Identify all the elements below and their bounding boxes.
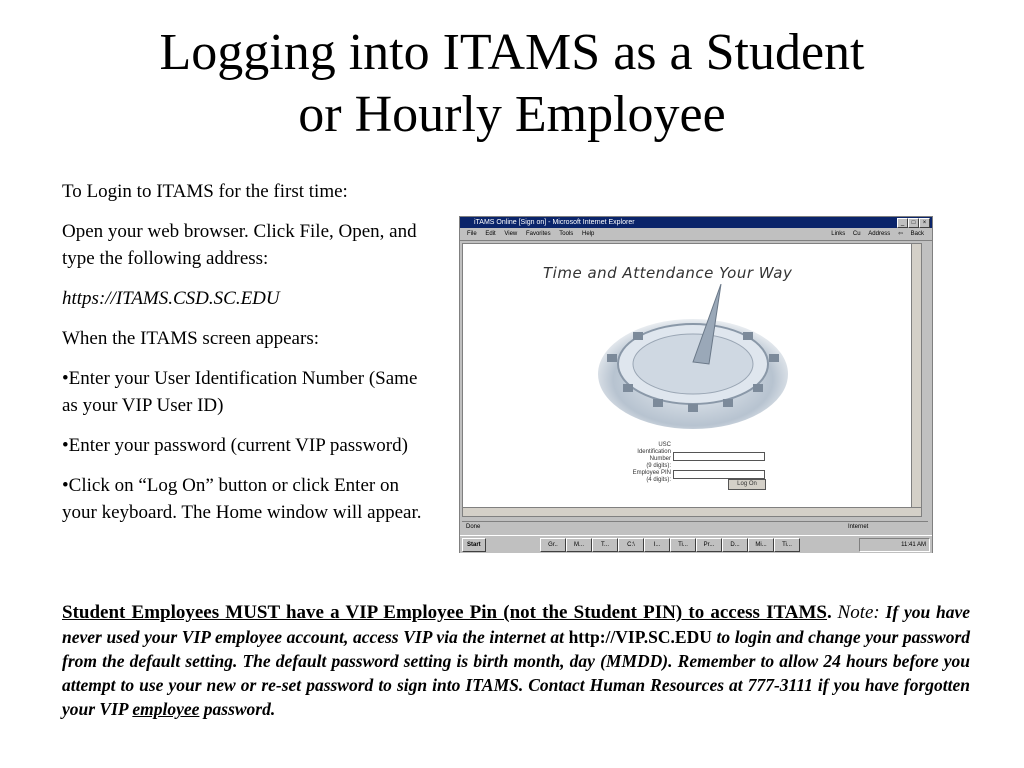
taskbar-item[interactable]: D... <box>722 538 748 552</box>
title-line-2: or Hourly Employee <box>298 86 726 143</box>
usc-label: USC <box>658 442 671 448</box>
sundial-gear-image <box>593 284 793 434</box>
taskbar-item[interactable]: Pr... <box>696 538 722 552</box>
status-zone: Internet <box>848 524 869 530</box>
horizontal-scrollbar[interactable] <box>463 507 921 516</box>
status-bar <box>462 521 928 533</box>
instruction-intro: To Login to ITAMS for the first time: <box>62 181 348 202</box>
note-label: Note: <box>837 602 880 623</box>
instructions <box>62 178 432 539</box>
menu-help: Help <box>581 231 595 237</box>
menu-view: View <box>504 231 518 237</box>
employee-pin-input[interactable] <box>673 470 765 479</box>
page-title <box>0 22 1024 146</box>
note-text-1: If you have never used your VIP employee account, access VIP via the internet at <box>62 602 971 647</box>
menu-favorites: Favorites <box>525 231 551 237</box>
bullet-user-id: •Enter your User Identification Number (Same as your VIP User ID) <box>62 368 418 416</box>
pin-warning-period: . <box>827 602 832 623</box>
itams-tagline: Time and Attendance Your Way <box>543 264 793 282</box>
menu-bar <box>460 228 932 241</box>
menu-file: File <box>467 231 477 237</box>
note-end: password. <box>199 699 276 719</box>
window-title: iTAMS Online [Sign on] - Microsoft Internet Explorer <box>474 219 635 226</box>
taskbar-clock: 11:41 AM <box>859 538 930 552</box>
itams-url: https://ITAMS.CSD.SC.EDU <box>62 288 280 309</box>
bullet-log-on: •Click on “Log On” button or click Enter on your keyboard. The Home window will appear. <box>62 475 422 523</box>
close-icon: × <box>919 218 930 228</box>
window-title-bar <box>460 217 932 228</box>
taskbar-item[interactable]: Ti... <box>670 538 696 552</box>
identification-number-input[interactable] <box>673 452 765 461</box>
links-label: Links <box>831 231 846 237</box>
pin-label-2: (4 digits): <box>646 477 671 483</box>
taskbar-item[interactable]: M... <box>566 538 592 552</box>
address-label: Address <box>868 231 891 237</box>
vip-url: http://VIP.SC.EDU <box>568 627 712 647</box>
taskbar-item[interactable]: Mi... <box>748 538 774 552</box>
cu-link: Cu <box>852 231 861 237</box>
back-button: ⇦ Back <box>897 231 924 237</box>
minimize-icon: _ <box>897 218 908 228</box>
menu-tools: Tools <box>559 231 574 237</box>
instruction-screen-appears: When the ITAMS screen appears: <box>62 328 319 349</box>
title-line-1: Logging into ITAMS as a Student <box>159 24 865 81</box>
page-viewport <box>462 243 922 517</box>
log-on-button[interactable]: Log On <box>728 479 766 490</box>
taskbar-item[interactable]: Gr.. <box>540 538 566 552</box>
taskbar-item[interactable]: Ti... <box>774 538 800 552</box>
start-button[interactable]: Start <box>462 538 486 552</box>
taskbar-item[interactable]: I... <box>644 538 670 552</box>
employee-word: employee <box>132 699 200 719</box>
menu-edit: Edit <box>485 231 496 237</box>
id-label-1: Identification <box>637 449 671 455</box>
windows-taskbar <box>460 535 932 553</box>
id-label-3: (9 digits): <box>646 463 671 469</box>
taskbar-item[interactable]: C:\ <box>618 538 644 552</box>
note-text-2: to login and change your password from the default setting. The default password setting is birth month, day (MMDD). Remember to allow 24 hours before you attempt to use your new or re-set password to sign into ITAMS. Contact Human Resources at 777-3111 if you have forgotten your VIP <box>62 627 971 719</box>
instruction-open-browser: Open your web browser. Click File, Open, and type the following address: <box>62 221 417 269</box>
id-label-2: Number <box>649 456 671 462</box>
bottom-notice <box>62 600 970 721</box>
bullet-password: •Enter your password (current VIP password) <box>62 435 408 456</box>
pin-label-1: Employee PIN <box>632 470 671 476</box>
vertical-scrollbar[interactable] <box>911 244 921 516</box>
pin-warning: Student Employees MUST have a VIP Employee Pin (not the Student PIN) to access ITAMS <box>62 602 827 623</box>
status-done: Done <box>466 524 481 530</box>
taskbar-item[interactable]: T... <box>592 538 618 552</box>
browser-screenshot <box>459 216 933 553</box>
maximize-icon: □ <box>908 218 919 228</box>
